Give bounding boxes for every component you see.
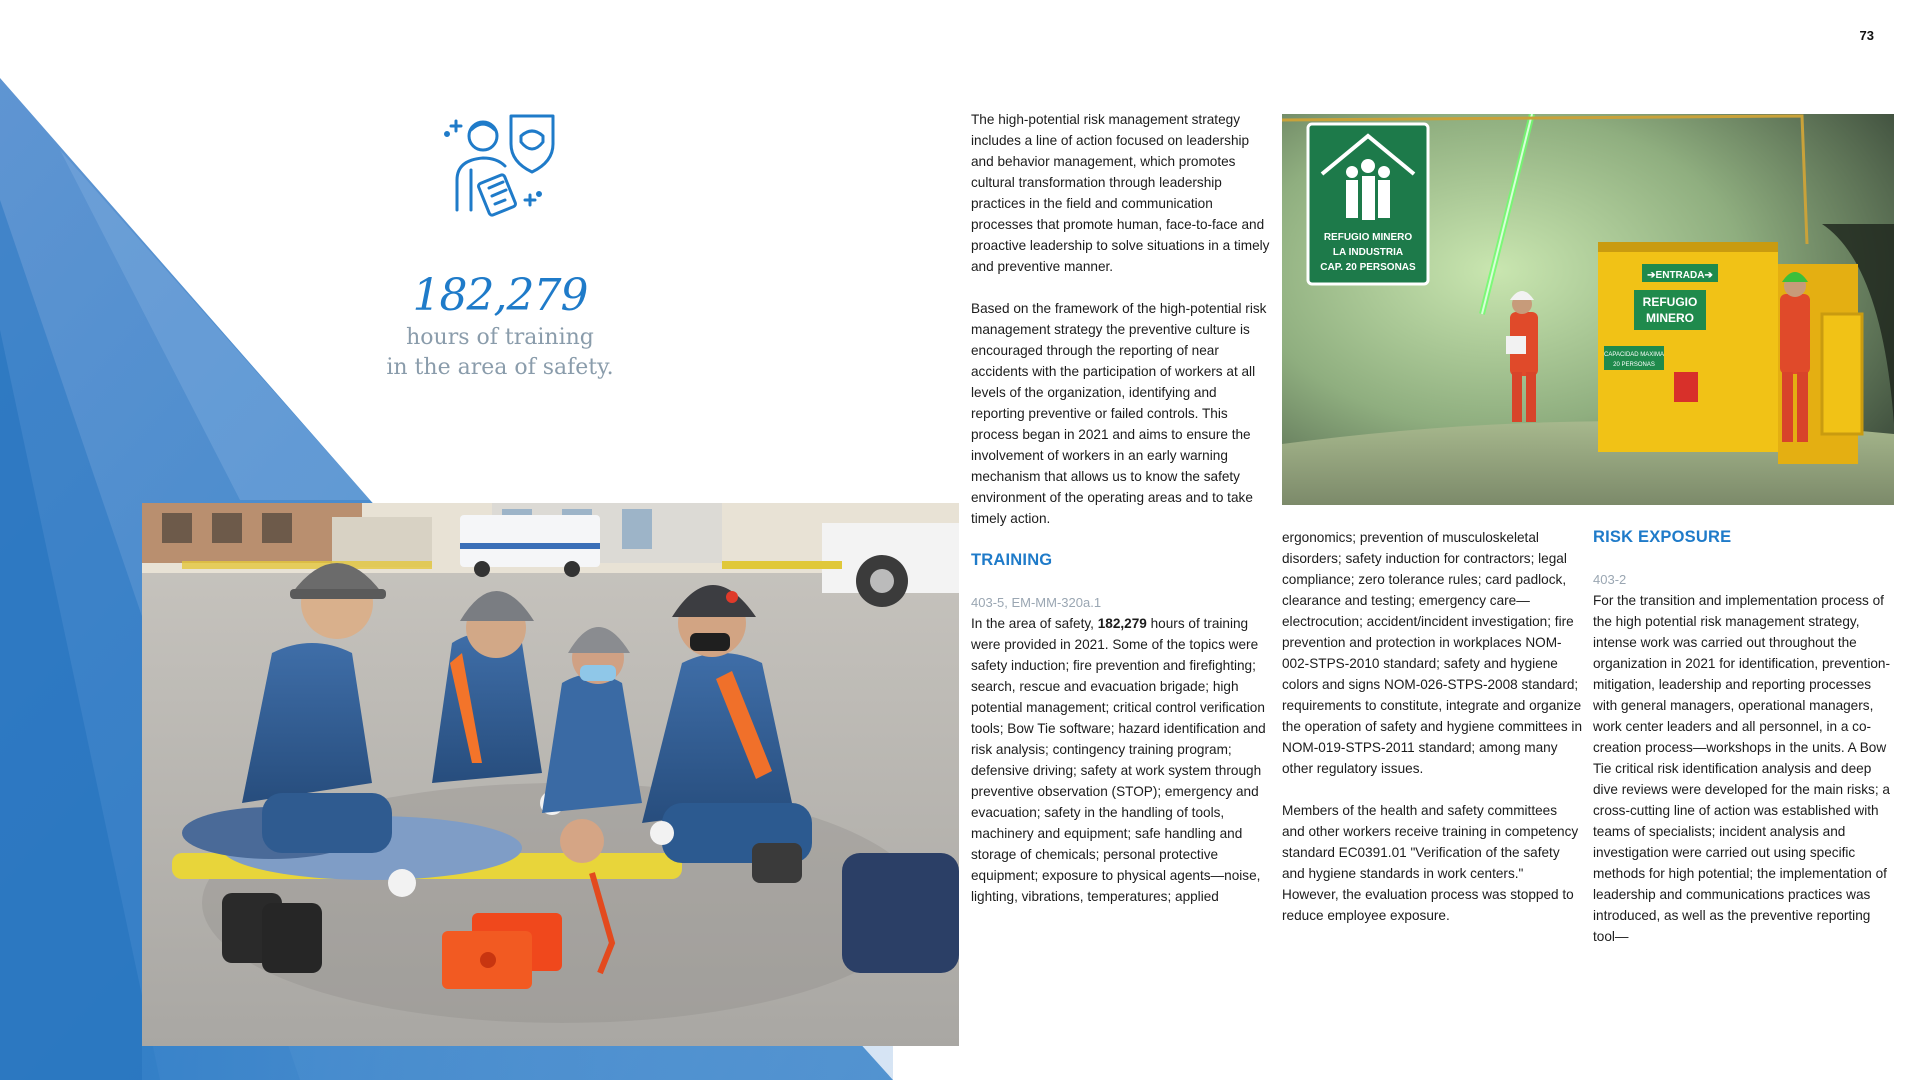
gri-code: 403-5, EM-MM-320a.1 [971,595,1102,610]
text-column-2 [1282,527,1582,926]
text-span: hours of training were provided in 2021. Some of the topics were safety induction; fire prevention and firefighting; search, rescue and evacuation brigade; high potential management; critical control verification tools; Bow Tie software; hazard identification and risk analysis; contingency training program; defensive driving; safety at work system through preventive observation (STOP); emergency and evacuation; safety in the handling of tools, machinery and equipment; safe handling and storage of chemicals; personal protective equipment; exposure to physical agents—noise, lighting, vibrations, temperatures; applied [971,616,1266,904]
caption-line: hours of training [406,325,594,350]
risk-exposure-heading: RISK EXPOSURE [1593,528,1732,546]
training-hours-inline: 182,279 [1097,616,1147,631]
training-heading: TRAINING [971,551,1053,569]
page-number: 73 [1859,28,1874,43]
paragraph: For the transition and implementation process of the high potential risk management strategy, intense work was carried out throughout the organization in 2021 for identification, prevention-mitigation, leadership and reporting processes with general managers, operational managers, work center leaders and all personnel, in a co-creation process—workshops in the units. A Bow Tie critical risk identification analysis and deep dive reviews were developed for the main risks; a cross-cutting line of action was established with teams of specialists; incident analysis and investigation were carried out using specific methods for high potential; the implementation of leadership and communications practices was introduced, as well as the preventive reporting tool— [1593,593,1890,944]
training-hours-number: 182,279 [412,270,588,321]
mine-refuge-photo [1282,114,1894,505]
paragraph [971,613,1273,907]
workers-first-aid-training-photo [142,503,959,1046]
refuge-label: MINERO [1646,311,1694,325]
text-span: In the area of safety, [971,616,1098,631]
refuge-entrance-label: ➔ENTRADA➔ [1647,270,1713,281]
training-highlight [300,100,700,383]
refuge-label: REFUGIO [1642,295,1698,309]
gri-code: 403-2 [1593,572,1627,587]
paragraph: Members of the health and safety committees and other workers receive training in competency standard EC0391.01 "Verification of the safety and hygiene standards in work centers." However, the evaluation process was stopped to reduce employee exposure. [1282,803,1579,923]
training-hours-caption [300,323,700,383]
sign-text: LA INDUSTRIA [1332,247,1404,258]
paragraph: The high-potential risk management strategy includes a line of action focused on leadership and behavior management, which promotes cultural transformation through leadership practices in the field and communication processes that promote human, face-to-face and proactive leadership to solve situations in a timely and preventive manner. [971,112,1270,274]
paragraph: ergonomics; prevention of musculoskeletal disorders; safety induction for contractors; legal compliance; zero tolerance rules; card padlock, clearance and testing; emergency care—electrocution; accident/incident investigation; fire prevention and protection in workplaces NOM-002-STPS-2010 standard; safety and hygiene colors and signs NOM-026-STPS-2008 standard; requirements to constitute, integrate and organize the operation of safety and hygiene committees in NOM-019-STPS-2011 standard; among many other regulatory issues. [1282,530,1582,776]
paragraph: Based on the framework of the high-potential risk management strategy the preventive culture is encouraged through the reporting of near accidents with the participation of workers at all levels of the organization, identifying and reporting preventive or failed controls. This process began in 2021 and aims to ensure the involvement of workers in an early warning mechanism that allows us to know the safety environment of the operating areas and to take timely action. [971,301,1267,526]
sign-text: REFUGIO MINERO [1323,232,1413,243]
capacity-label: 20 PERSONAS [1613,362,1655,368]
sign-text: CAP. 20 PERSONAS [1320,262,1416,273]
capacity-label: CAPACIDAD MAXIMA [1604,352,1664,358]
text-column-3 [1593,527,1895,947]
text-column-1 [971,109,1273,907]
worker-shield-clipboard-icon [435,100,565,230]
caption-line: in the area of safety. [386,355,614,380]
